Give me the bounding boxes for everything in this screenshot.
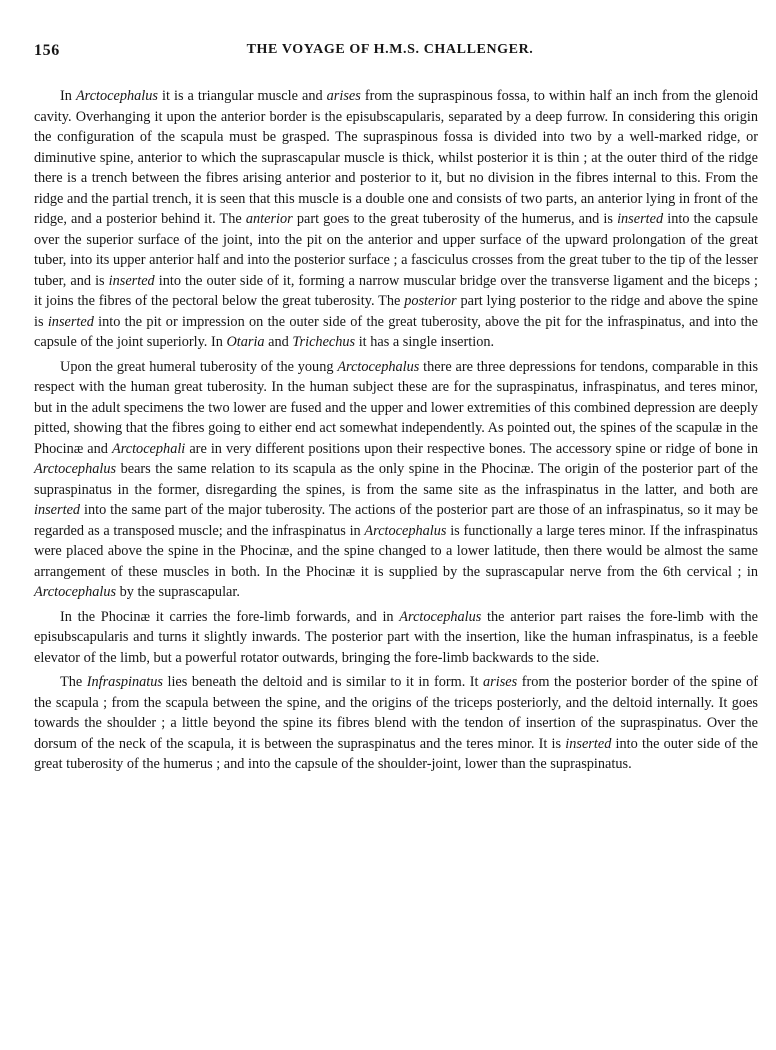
text-run: lies beneath the deltoid and is similar to it in form. It — [162, 674, 484, 690]
text-run: into the outer side of the great tuberosity of the humerus ; and into the capsule of the shoulder-joint, lower than the supraspinatus. — [34, 735, 758, 772]
text-run: into the outer side of it, forming a narrow muscular bridge over the transverse ligament and the biceps ; it joins the fibres of the pectoral below the great tuberosity. The — [34, 272, 759, 309]
italic-term: inserted — [617, 211, 664, 227]
text-run: into the pit or impression on the outer side of the great tuberosity, above the pit for the infraspinatus, and into the capsule of the joint superiorly. In — [34, 313, 758, 350]
italic-term: Infraspinatus — [86, 674, 163, 690]
italic-term: Arctocephali — [111, 440, 186, 457]
text-run: there are three depressions for tendons, comparable in this respect with the human great tuberosity. In the human subject these are for the supraspinatus, infraspinatus, and teres minor, but in the adult specimens the two lower are fused and the upper and lower extremities of this combined depression are deeply pitted, showing that the fibres going to either end act somewhat independently. As pointed out, the spines of the scapulæ in the Phocinæ and — [34, 358, 759, 457]
italic-term: Arctocephalus — [34, 461, 117, 477]
page-number: 156 — [34, 42, 60, 59]
italic-term: inserted — [565, 735, 612, 752]
italic-term: Trichechus — [292, 334, 356, 350]
text-run: by the suprascapular. — [116, 584, 240, 600]
text-run: it is a triangular muscle and — [158, 88, 327, 104]
italic-term: inserted — [47, 313, 94, 330]
text-run: from the posterior border of the spine of the scapula ; from the scapula between the spine, and the origins of the triceps posteriorly, and the deltoid internally. It goes towards the shoulder ; a little beyond the spine its fibres blend with the tendon of insertion of the supraspinatus. Over the dorsum of the neck of the scapula, it is between the supraspinatus and the teres minor. It is — [34, 674, 758, 752]
paragraph-3 — [34, 607, 758, 669]
italic-term: posterior — [404, 293, 457, 309]
text-run: In — [60, 88, 76, 104]
italic-term: Otaria — [226, 334, 265, 350]
italic-term: Arctocephalus — [337, 358, 420, 375]
paragraph-2 — [34, 357, 758, 603]
text-run: Upon the great humeral tuberosity of the young — [60, 358, 338, 375]
italic-term: Arctocephalus — [75, 88, 158, 104]
text-run: the anterior part raises the fore-limb with the episubscapularis and turns it slightly inwards. The posterior part with the insertion, like the human infraspinatus, is a feeble elevator of the limb, but a powerful rotator outwards, bringing the fore-limb backwards to the side. — [34, 608, 759, 666]
text-run: into the same part of the major tuberosity. The actions of the posterior part are those of an infraspinatus, so it may be regarded as a transposed muscle; and the infraspinatus in — [34, 502, 758, 539]
text-run: are in very different positions upon their respective bones. The accessory spine or ridge of bone in — [185, 440, 758, 457]
italic-term: arises — [483, 674, 518, 690]
text-run: In the Phocinæ it carries the fore-limb forwards, and in — [60, 608, 400, 625]
page-header — [34, 42, 746, 58]
italic-term: Arctocephalus — [364, 522, 447, 539]
paragraph-1 — [34, 86, 758, 353]
text-run: is functionally a large teres minor. If the infraspinatus were placed above the spine in the Phocinæ, and the spine changed to a lower latitude, then there would be almost the same arrangement of these muscles in both. In the Phocinæ it is supplied by the suprascapular nerve from the 6th cervical ; in — [34, 522, 758, 580]
italic-term: Arctocephalus — [399, 608, 482, 625]
italic-term: anterior — [245, 211, 293, 227]
italic-term: inserted — [108, 272, 155, 289]
text-run: part lying posterior to the ridge and above the spine is — [34, 293, 758, 330]
text-run: from the supraspinous fossa, to within half an inch from the glenoid cavity. Overhanging it upon the anterior border is the episubscapularis, separated by a deep furrow. In considering this origin the configuration of the scapula must be grasped. The supraspinous fossa is divided into two by a well-marked ridge, or diminutive spine, anterior to which the suprascapular muscle is thick, whilst posterior it is thin ; at the outer third of the ridge there is a trench between the fibres arising anterior and posterior to it, but no division in the fibres internal to this. From the ridge and the partial trench, it is seen that this muscle is a double one and consists of two parts, an anterior lying in front of the ridge, and a posterior behind it. The — [34, 88, 759, 227]
text-run: part goes to the great tuberosity of the humerus, and is — [292, 211, 618, 227]
text-run: into the capsule over the superior surface of the joint, into the pit on the anterior and upper surface of the upward prolongation of the great tuber, into its upper anterior half and into the posterior surface ; a fasciculus crosses from the great tuber to the tip of the lesser tuber, and is — [34, 211, 758, 289]
text-run: it has a single insertion. — [355, 334, 495, 350]
italic-term: arises — [326, 88, 361, 104]
text-run: and — [264, 334, 293, 350]
paragraph-4 — [34, 672, 758, 775]
text-run: The — [60, 674, 87, 690]
text-run: bears the same relation to its scapula as the only spine in the Phocinæ. The origin of the posterior part of the supraspinatus in the former, disregarding the spines, is from the same site as the infraspinatus in the latter, and both are — [34, 461, 758, 498]
italic-term: inserted — [34, 502, 81, 518]
running-title: THE VOYAGE OF H.M.S. CHALLENGER. — [246, 42, 534, 57]
italic-term: Arctocephalus — [34, 584, 117, 600]
body-text — [34, 86, 758, 779]
